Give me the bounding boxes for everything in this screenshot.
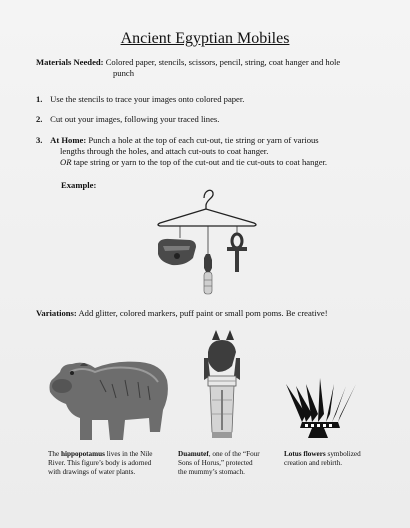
step-2-text: Cut out your images, following your traced lines. (50, 114, 220, 124)
materials-text-line1: Colored paper, stencils, scissors, pencil, string, coat hanger and hole (105, 57, 341, 67)
step-3-or: OR (60, 157, 72, 167)
duamutef-caption-line2: Sons of Horus,” protected (178, 459, 253, 467)
hippo-caption-line2: River. This figure’s body is adorned (48, 459, 152, 467)
materials-label: Materials Needed: (36, 57, 104, 67)
step-3-line2: lengths through the holes, and attach cut-outs to coat hanger. (60, 146, 269, 156)
page-title: Ancient Egyptian Mobiles (120, 30, 290, 47)
lotus-caption (284, 450, 384, 468)
lotus-caption-line2: creation and rebirth. (284, 459, 343, 467)
step-3-line3: tape string or yarn to the top of the cut-out and tie cut-outs to coat hanger. (73, 157, 328, 167)
materials-text-line2: punch (113, 68, 135, 78)
duamutef-caption (178, 450, 278, 477)
hippo-caption (48, 450, 168, 477)
hippo-caption-pre: The (48, 450, 60, 458)
lotus-caption-line1: symbolized (327, 450, 361, 458)
variations-text: Add glitter, colored markers, puff paint or small pom poms. Be creative! (78, 308, 328, 318)
hippo-caption-bold: hippopotamus (60, 450, 105, 458)
hippo-caption-line1: lives in the Nile (106, 450, 153, 458)
duamutef-caption-bold: Duamutef (178, 450, 209, 458)
step-2-number: 2. (36, 114, 43, 124)
step-3-label: At Home: (50, 135, 87, 145)
step-1-text: Use the stencils to trace your images onto colored paper. (50, 94, 245, 104)
duamutef-caption-line1: , one of the “Four (208, 450, 260, 458)
lotus-caption-bold: Lotus flowers (284, 450, 326, 458)
variations-label: Variations: (36, 308, 77, 318)
example-label: Example: (61, 180, 97, 190)
hippo-caption-line3: with drawings of water plants. (48, 468, 136, 476)
duamutef-caption-line3: the mummy’s stomach. (178, 468, 245, 476)
step-3-line1: Punch a hole at the top of each cut-out, tie string or yarn of various (88, 135, 319, 145)
step-3-number: 3. (36, 135, 43, 145)
step-1-number: 1. (36, 94, 43, 104)
